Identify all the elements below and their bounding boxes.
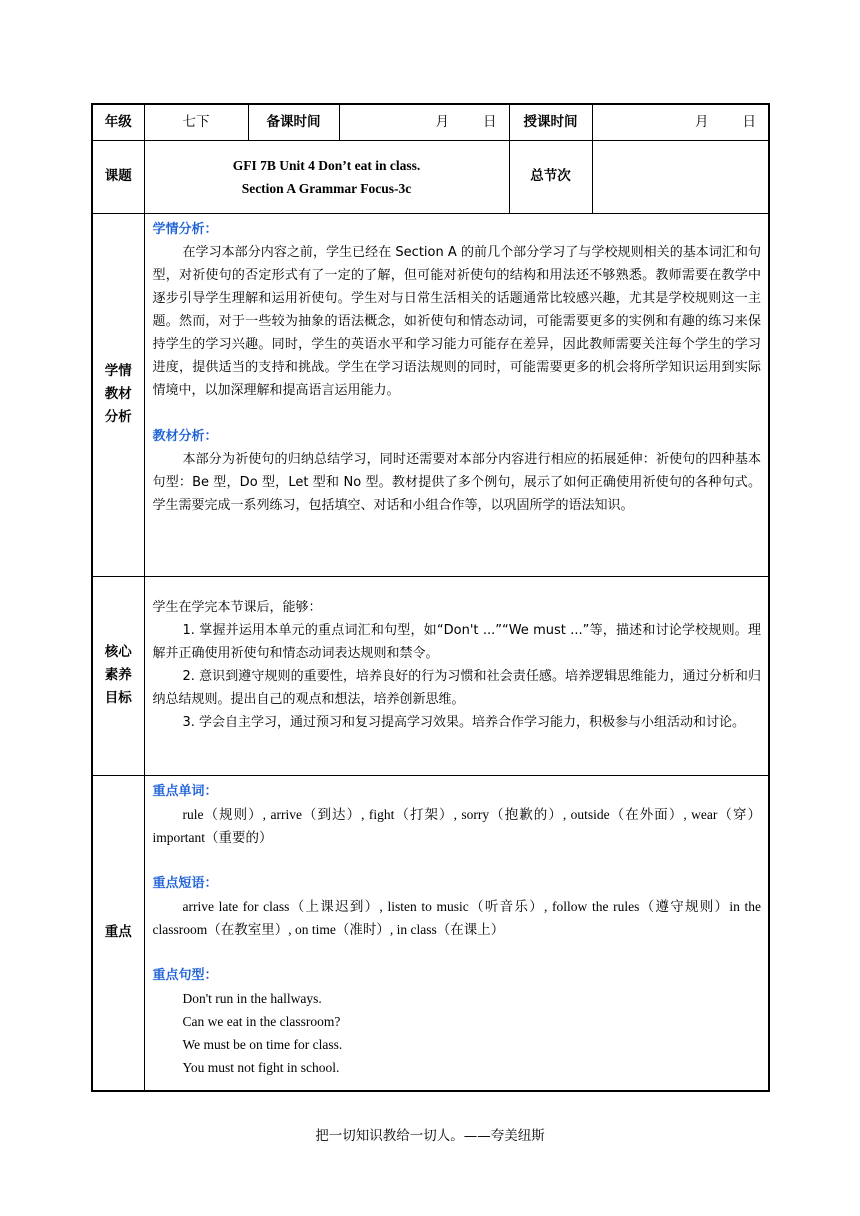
prep-date [339, 104, 509, 140]
teach-month: 月 [695, 113, 709, 130]
goals-label-line: 核心 [104, 644, 132, 660]
key-words-text: rule（规则）, arrive（到达）, fight（打架）, sorry（抱歉的）, outside（在外面）, wear（穿）important（重要的） [152, 806, 761, 845]
key-words-heading: 重点单词： [152, 783, 218, 799]
key-sentence: Can we eat in the classroom? [182, 1013, 341, 1029]
goals-content [144, 576, 769, 775]
analysis-label [92, 213, 144, 576]
header-row [92, 104, 769, 140]
key-phrases-text: arrive late for class（上课迟到）, listen to music（听音乐）, follow the rules（遵守规则）in the classroom（在教室里）, on time（准时）, in class（在课上） [152, 898, 761, 937]
analysis-label-line: 教材 [104, 386, 132, 402]
key-sentence: We must be on time for class. [182, 1036, 343, 1052]
footer-quote: 把一切知识教给一切人。——夸美纽斯 [315, 1128, 545, 1144]
total-sessions-label: 总节次 [509, 140, 592, 213]
prep-month: 月 [435, 113, 449, 130]
goal-item: 3. 学会自主学习，通过预习和复习提高学习效果。培养合作学习能力，积极参与小组活动和讨论。 [182, 714, 746, 730]
lesson-title-line-1: GFI 7B Unit 4 Don’t eat in class. [232, 157, 421, 173]
goals-label-line: 目标 [104, 690, 132, 706]
grade-label: 年级 [92, 104, 144, 140]
analysis-row [92, 213, 769, 576]
teach-time-label: 授课时间 [509, 104, 592, 140]
key-sentence: You must not fight in school. [182, 1059, 340, 1075]
analysis-label-line: 学情 [104, 363, 132, 379]
goals-intro: 学生在学完本节课后，能够： [152, 599, 322, 615]
lesson-plan-table [91, 103, 770, 1092]
material-analysis-text: 本部分为祈使句的归纳总结学习，同时还需要对本部分内容进行相应的拓展延伸：祈使句的四种基本句型：Be 型，Do 型，Let 型和 No 型。教材提供了多个例句，展示了如何正确使用祈使句的各种句式。学生需要完成一系列练习，包括填空、对话和小组合作等，以巩固所学的语法知识。 [152, 451, 761, 513]
goals-label [92, 576, 144, 775]
goal-item: 2. 意识到遵守规则的重要性，培养良好的行为习惯和社会责任感。培养逻辑思维能力，通过分析和归纳总结规则。提出自己的观点和想法，培养创新思维。 [152, 668, 761, 707]
learner-analysis-heading: 学情分析： [152, 221, 218, 237]
key-sentences-heading: 重点句型： [152, 967, 218, 983]
analysis-content [144, 213, 769, 576]
grade-value: 七下 [144, 104, 248, 140]
teach-day: 日 [742, 113, 756, 130]
topic-label: 课题 [92, 140, 144, 213]
lesson-title-line-2: Section A Grammar Focus-3c [241, 180, 412, 196]
goals-row [92, 576, 769, 775]
lesson-title [144, 140, 509, 213]
key-sentence: Don't run in the hallways. [182, 990, 322, 1006]
key-phrases-heading: 重点短语： [152, 875, 218, 891]
goals-label-line: 素养 [104, 667, 132, 683]
learner-analysis-text: 在学习本部分内容之前，学生已经在 Section A 的前几个部分学习了与学校规则相关的基本词汇和句型，对祈使句的否定形式有了一定的了解，但可能对祈使句的结构和用法还不够熟悉。教师需要在教学中逐步引导学生理解和运用祈使句。学生对与日常生活相关的话题通常比较感兴趣，尤其是学校规则这一主题。然而，对于一些较为抽象的语法概念，如祈使句和情态动词，可能需要更多的实例和有趣的练习来保持学生的学习兴趣。同时，学生的英语水平和学习能力可能存在差异，因此教师需要关注每个学生的学习进度，提供适当的支持和挑战。学生在学习语法规则的同时，可能需要更多的机会将所学知识运用到实际情境中，以加深理解和提高语言运用能力。 [152, 244, 761, 398]
topic-row [92, 140, 769, 213]
material-analysis-heading: 教材分析： [152, 428, 218, 444]
goal-item: 1. 掌握并运用本单元的重点词汇和句型，如“Don't ...”“We must ...”等，描述和讨论学校规则。理解并正确使用祈使句和情态动词表达规则和禁令。 [152, 622, 761, 661]
key-points-label: 重点 [92, 775, 144, 1091]
prep-day: 日 [483, 113, 497, 130]
key-points-content [144, 775, 769, 1091]
teach-date [592, 104, 769, 140]
key-points-row [92, 775, 769, 1091]
prep-time-label: 备课时间 [248, 104, 339, 140]
analysis-label-line: 分析 [104, 409, 132, 425]
total-sessions-value [592, 140, 769, 213]
